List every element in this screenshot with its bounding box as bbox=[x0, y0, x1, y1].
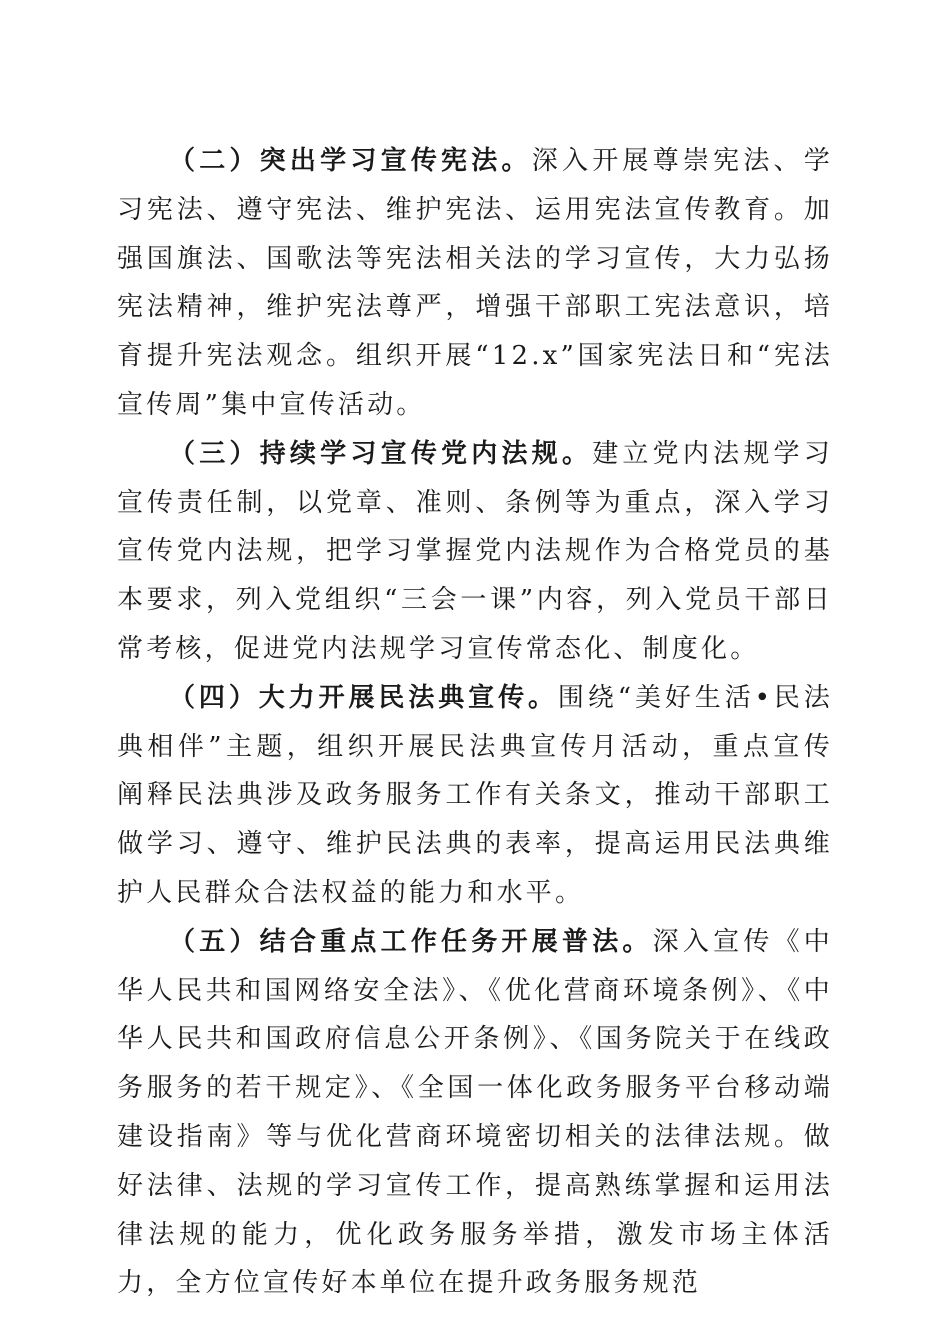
section-heading: （二）突出学习宣传宪法。 bbox=[169, 146, 532, 176]
section-paragraph bbox=[117, 918, 833, 1308]
section-body: 深入宣传《中华人民共和国网络安全法》、《优化营商环境条例》、《中华人民共和国政府信息公开条例》、《国务院关于在线政务服务的若干规定》、《全国一体化政务服务平台移动端建设指南》等与优化营商环境密切相关的法律法规。做好法律、法规的学习宣传工作，提高熟练掌握和运用法律法规的能力，优化政务服务举措，激发市场主体活力，全方位宣传好本单位在提升政务服务规范 bbox=[117, 926, 833, 1299]
section-paragraph bbox=[117, 674, 833, 918]
section-heading: （四）大力开展民法典宣传。 bbox=[169, 682, 558, 713]
section-paragraph bbox=[117, 137, 833, 430]
section-body: 深入开展尊崇宪法、学习宪法、遵守宪法、维护宪法、运用宪法宣传教育。加强国旗法、国歌法等宪法相关法的学习宣传，大力弘扬宪法精神，维护宪法尊严，增强干部职工宪法意识，培育提升宪法观念。组织开展“12.x”国家宪法日和“宪法宣传周”集中宣传活动。 bbox=[117, 146, 833, 420]
section-paragraph bbox=[117, 430, 833, 674]
section-body: 建立党内法规学习宣传责任制，以党章、准则、条例等为重点，深入学习宣传党内法规，把学习掌握党内法规作为合格党员的基本要求，列入党组织“三会一课”内容，列入党员干部日常考核，促进党内法规学习宣传常态化、制度化。 bbox=[117, 438, 833, 664]
section-heading: （五）结合重点工作任务开展普法。 bbox=[169, 926, 653, 957]
document-body bbox=[117, 137, 833, 1308]
section-body: 围绕“美好生活•民法典相伴”主题，组织开展民法典宣传月活动，重点宣传阐释民法典涉及政务服务工作有关条文，推动干部职工做学习、遵守、维护民法典的表率，提高运用民法典维护人民群众合法权益的能力和水平。 bbox=[117, 682, 833, 908]
section-heading: （三）持续学习宣传党内法规。 bbox=[169, 438, 593, 469]
